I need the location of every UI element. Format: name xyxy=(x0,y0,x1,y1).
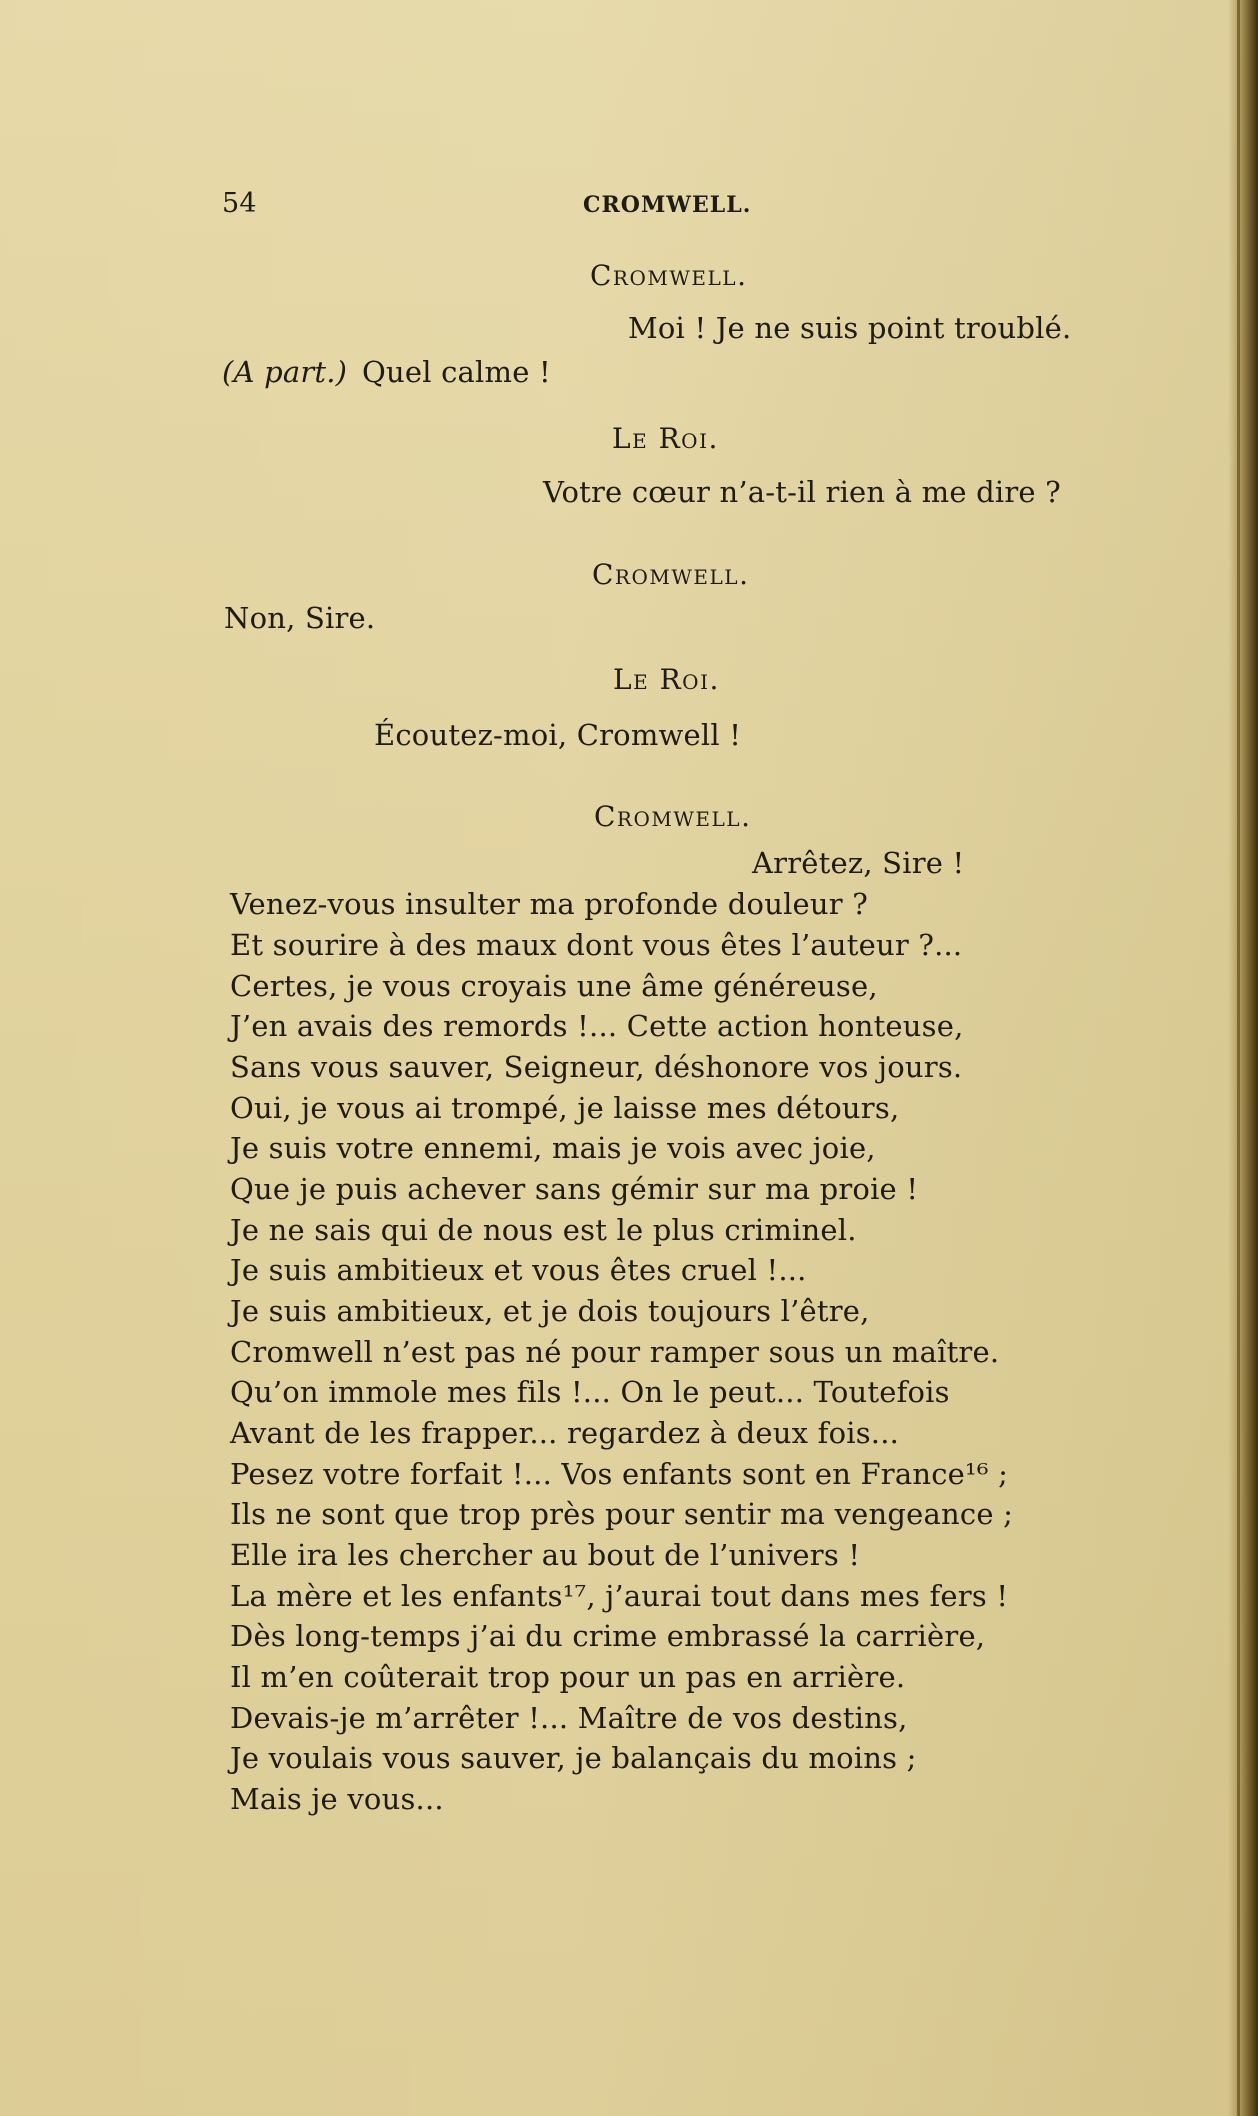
verse-line-7: Je suis votre ennemi, mais je vois avec joie, xyxy=(230,1131,876,1165)
verse-line-9: Je ne sais qui de nous est le plus criminel. xyxy=(230,1213,857,1247)
speaker-cromwell-3: Cromwell. xyxy=(594,800,752,833)
running-title: CROMWELL. xyxy=(583,192,752,218)
page-edge-shadow xyxy=(1228,0,1258,2116)
dialogue-line-4: Non, Sire. xyxy=(224,601,376,635)
dialogue-line-6: Arrêtez, Sire ! xyxy=(752,846,965,880)
verse-line-5: Sans vous sauver, Seigneur, déshonore vos jours. xyxy=(230,1050,963,1084)
page-gutter-line xyxy=(1237,0,1240,2116)
verse-line-21: Devais-je m’arrêter !... Maître de vos destins, xyxy=(230,1701,908,1735)
dialogue-line-5: Écoutez-moi, Cromwell ! xyxy=(374,718,742,752)
verse-line-8: Que je puis achever sans gémir sur ma proie ! xyxy=(230,1172,919,1206)
verse-line-1: Venez-vous insulter ma profonde douleur ? xyxy=(230,887,869,921)
dialogue-line-3: Votre cœur n’a-t-il rien à me dire ? xyxy=(543,475,1061,509)
verse-line-20: Il m’en coûterait trop pour un pas en arrière. xyxy=(230,1660,906,1694)
verse-line-14: Avant de les frapper... regardez à deux fois... xyxy=(230,1416,900,1450)
verse-line-15: Pesez votre forfait !... Vos enfants sont en France¹⁶ ; xyxy=(230,1457,1009,1491)
page-number: 54 xyxy=(222,188,257,219)
dialogue-line-2: Quel calme ! xyxy=(362,355,551,389)
verse-line-6: Oui, je vous ai trompé, je laisse mes détours, xyxy=(230,1091,900,1125)
verse-line-12: Cromwell n’est pas né pour ramper sous un maître. xyxy=(230,1335,1000,1369)
verse-line-19: Dès long-temps j’ai du crime embrassé la carrière, xyxy=(230,1619,986,1653)
speaker-le-roi-2: Le Roi. xyxy=(613,663,720,696)
verse-line-17: Elle ira les chercher au bout de l’univers ! xyxy=(230,1538,861,1572)
stage-direction-aside: (A part.) xyxy=(222,355,348,389)
verse-line-10: Je suis ambitieux et vous êtes cruel !... xyxy=(230,1253,807,1287)
verse-line-13: Qu’on immole mes fils !... On le peut... Toutefois xyxy=(230,1375,950,1409)
verse-line-2: Et sourire à des maux dont vous êtes l’auteur ?... xyxy=(230,928,963,962)
verse-line-4: J’en avais des remords !... Cette action honteuse, xyxy=(230,1009,964,1043)
speaker-cromwell-2: Cromwell. xyxy=(592,558,750,591)
verse-line-18: La mère et les enfants¹⁷, j’aurai tout dans mes fers ! xyxy=(230,1579,1009,1613)
dialogue-line-1: Moi ! Je ne suis point troublé. xyxy=(628,311,1072,345)
verse-line-22: Je voulais vous sauver, je balançais du moins ; xyxy=(230,1741,917,1775)
verse-line-11: Je suis ambitieux, et je dois toujours l’être, xyxy=(230,1294,870,1328)
verse-line-23: Mais je vous... xyxy=(230,1782,444,1816)
speaker-cromwell-1: Cromwell. xyxy=(590,259,748,292)
verse-line-3: Certes, je vous croyais une âme généreuse, xyxy=(230,969,878,1003)
speaker-le-roi-1: Le Roi. xyxy=(612,422,719,455)
verse-line-16: Ils ne sont que trop près pour sentir ma vengeance ; xyxy=(230,1497,1014,1531)
